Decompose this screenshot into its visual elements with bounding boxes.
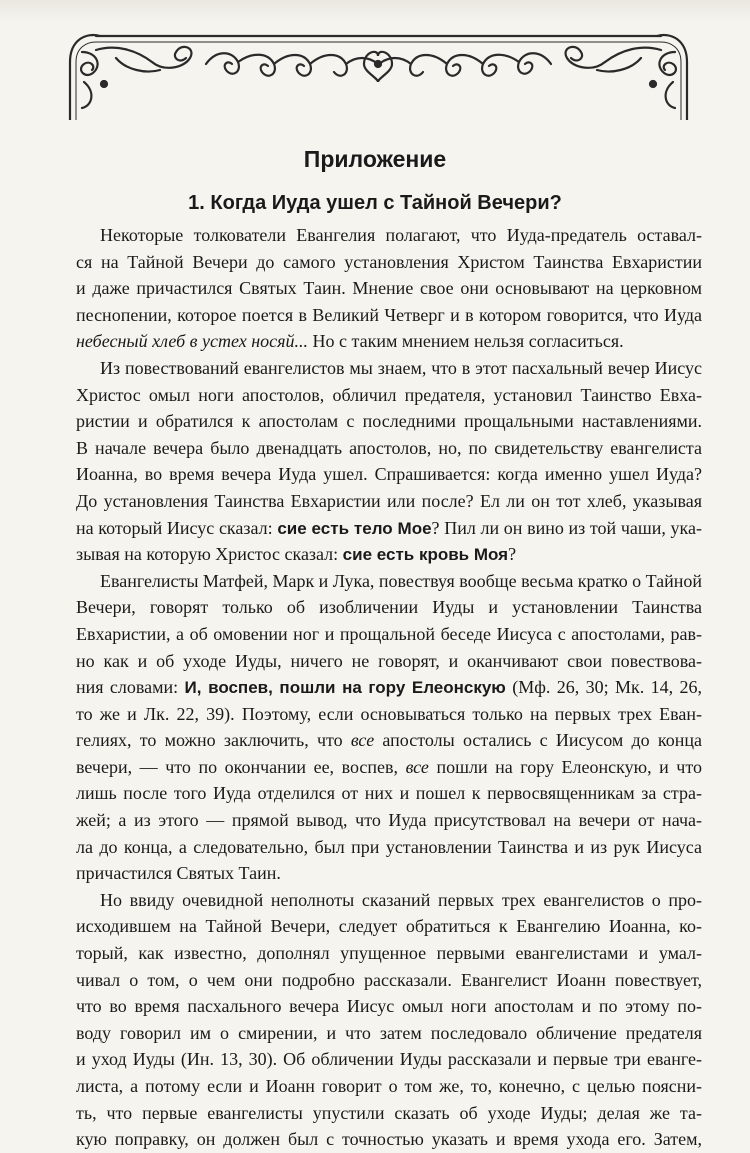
text-run: жей; а из этого — прямой вывод, что Иуда присутствовал на вечери от нача- [76, 810, 702, 831]
text-run: ла до конца, а следовательно, был при установлении Таинства и из рук Иисуса [76, 836, 702, 857]
text-line [76, 993, 702, 1020]
text-line [76, 541, 702, 568]
text-line [76, 967, 702, 994]
text-run: ть, что первые евангелисты упустили сказать об уходе Иуды; делая же та- [76, 1102, 702, 1123]
text-run: но как и об уходе Иуды, ничего не говорят, и оканчивают свои повествова- [76, 650, 702, 671]
text-run: и уход Иуды (Ин. 13, 30). Об обличении Иуды рассказали и первые три еванге- [76, 1049, 702, 1070]
text-line [76, 568, 702, 595]
text-line [76, 328, 702, 355]
section-title: 1. Когда Иуда ушел с Тайной Вечери? [188, 192, 562, 214]
text-line [76, 435, 702, 462]
text-run: ния словами: [76, 677, 185, 698]
text-run: воду говорил им о смирении, и что затем последовало обличение предателя [76, 1022, 702, 1043]
text-run: гелиях, то можно заключить, что [76, 730, 351, 751]
text-run: что во время пасхального вечера Иисус омыл ноги апостолам и по этому по- [76, 996, 702, 1017]
text-run: лишь после того Иуда отделился от них и пошел к первосвященникам за стра- [76, 783, 702, 804]
text-line [76, 621, 702, 648]
text-line [76, 860, 702, 887]
text-run: Евхаристии, а об омовении ног и прощальной беседе Иисуса с апостолами, рав- [76, 623, 702, 644]
bold-quote: сие есть тело Мое [277, 518, 432, 538]
text-run: Но ввиду очевидной неполноты сказаний первых трех евангелистов о про- [100, 889, 702, 910]
text-line [76, 488, 702, 515]
text-line [76, 754, 702, 781]
text-line [76, 302, 702, 329]
text-run: апостолы остались с Иисусом до конца [374, 730, 702, 751]
text-run: Иоанна, во время вечера Иуда ушел. Спрашивается: когда именно ушел Иуда? [76, 464, 702, 485]
text-run: ся на Тайной Вечери до самого установления Христом Таинства Евхаристии [76, 251, 702, 272]
italic-phrase: все [405, 756, 429, 777]
text-run: ристии и обратился к апостолам с последними прощальными наставлениями. [76, 411, 702, 432]
text-line [76, 807, 702, 834]
text-line [76, 382, 702, 409]
text-line [76, 249, 702, 276]
text-run: причастился Святых Таин. [76, 863, 281, 884]
italic-phrase: все [350, 730, 375, 751]
text-run: песнопении, которое поется в Великий Четверг и в котором говорится, что Иуда [76, 304, 702, 325]
text-line [76, 727, 702, 754]
text-line [76, 648, 702, 675]
text-line [76, 1073, 702, 1100]
italic-phrase: небесный хлеб в устех носяй... [76, 331, 309, 352]
text-line [76, 515, 702, 542]
text-run: то же и Лк. 22, 39). Поэтому, если основываться только на первых трех Еван- [76, 703, 702, 724]
text-run: торый, как известно, дополнял упущенное первыми евангелистами и умал- [76, 943, 702, 964]
text-run: До установления Таинства Евхаристии или после? Ел ли он тот хлеб, указывая [76, 490, 702, 511]
text-run: Вечери, говорят только об изобличении Иуды и установлении Таинства [76, 597, 702, 618]
text-run: (Мф. 26, 30; Мк. 14, 26, [505, 677, 702, 698]
text-run: листа, а потому если и Иоанн говорит о том же, то, конечно, с целью поясни- [76, 1076, 702, 1096]
text-line [76, 355, 702, 382]
body-text [76, 222, 702, 1153]
text-run: ? [508, 544, 517, 565]
text-run: вечери, — что по окончании ее, воспев, [76, 756, 406, 777]
text-run: чивал о том, о чем они подробно рассказали. Евангелист Иоанн повествует, [76, 969, 702, 990]
text-run: кую поправку, он должен был с точностью указать и время ухода его. Затем, [76, 1129, 702, 1150]
page-title: Приложение [303, 146, 447, 172]
ornamental-header-border [56, 22, 701, 120]
text-line [76, 275, 702, 302]
text-line [76, 834, 702, 861]
text-run: и даже причастился Святых Таин. Мнение свое они основывают на церковном [76, 278, 702, 299]
text-run: Некоторые толкователи Евангелия полагают, что Иуда-предатель оставал- [100, 225, 702, 245]
text-run: зывая на которую Христос сказал: [76, 544, 343, 565]
text-line [76, 222, 702, 249]
text-line [76, 674, 702, 701]
text-line [76, 887, 702, 914]
text-line [76, 408, 702, 435]
text-line [76, 701, 702, 728]
text-line [76, 1046, 702, 1073]
text-line [76, 1126, 702, 1153]
page-top-edge [0, 0, 750, 22]
text-run: В начале вечера было двенадцать апостолов, но, по свидетельству евангелиста [76, 437, 702, 458]
text-run: исходившем на Тайной Вечери, следует обратиться к Евангелию Иоанна, ко- [76, 916, 702, 937]
bold-quote: сие есть кровь Моя [342, 545, 509, 565]
bold-quote: И, воспев, пошли на гору Елеонскую [184, 678, 506, 698]
text-line [76, 1020, 702, 1047]
text-run: Евангелисты Матфей, Марк и Лука, повествуя вообще весьма кратко о Тайной [100, 570, 702, 591]
text-run: Из повествований евангелистов мы знаем, что в этот пасхальный вечер Иисус [100, 357, 702, 378]
text-run: на который Иисус сказал: [76, 517, 278, 538]
text-line [76, 594, 702, 621]
text-run: Но с таким мнением нельзя согласиться. [308, 331, 624, 352]
text-line [76, 780, 702, 807]
text-run: пошли на гору Елеонскую, и что [428, 756, 702, 777]
text-line [76, 1100, 702, 1127]
text-line [76, 913, 702, 940]
text-run: ? Пил ли он вино из той чаши, ука- [431, 517, 702, 538]
text-line [76, 940, 702, 967]
text-run: Христос омыл ноги апостолов, обличил предателя, установил Таинство Евха- [76, 384, 702, 405]
text-line [76, 461, 702, 488]
